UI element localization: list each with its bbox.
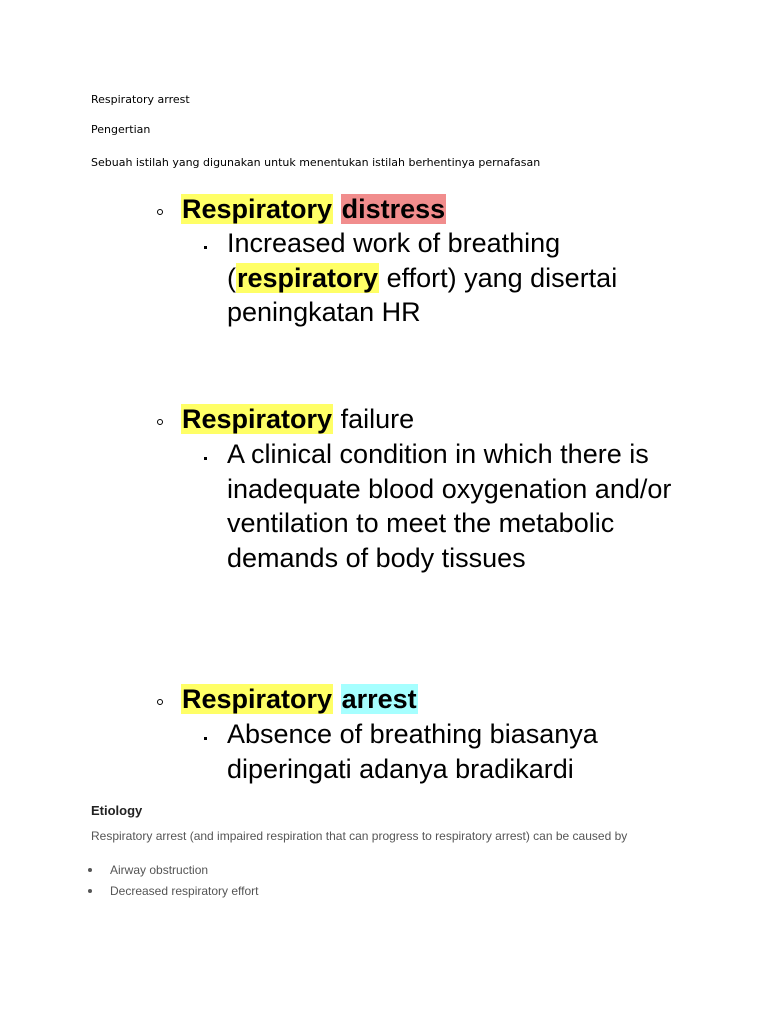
desc-text: Increased work of breathing (: [227, 228, 561, 293]
square-bullet-icon: [204, 457, 207, 460]
etiology-heading: Etiology: [91, 803, 143, 818]
square-bullet-icon: [204, 246, 207, 249]
keyword-distress: distress: [341, 194, 446, 224]
keyword-respiratory: Respiratory: [182, 194, 333, 224]
doc-subtitle: Pengertian: [91, 123, 151, 136]
hollow-bullet-icon: [157, 699, 163, 705]
item-heading: [181, 403, 414, 435]
bullet-dot-icon: [88, 868, 92, 872]
hollow-bullet-icon: [157, 209, 163, 215]
etiology-list-item: Airway obstruction: [110, 863, 209, 877]
bullet-dot-icon: [88, 889, 92, 893]
desc-text: effort) yang disertai peningkatan HR: [227, 262, 618, 327]
definition-text: Sebuah istilah yang digunakan untuk menentukan istilah berhentinya pernafasan: [91, 156, 541, 169]
item-heading: [181, 683, 418, 715]
keyword-respiratory: Respiratory: [182, 404, 333, 434]
etiology-text: Respiratory arrest (and impaired respiration that can progress to respiratory arrest) can be caused by: [91, 829, 628, 843]
square-bullet-icon: [204, 737, 207, 740]
item-description: Absence of breathing biasanya diperingati adanya bradikardi: [227, 719, 598, 784]
item-heading: [181, 193, 446, 225]
item-description: A clinical condition in which there is inadequate blood oxygenation and/or ventilation to meet the metabolic demands of body tissues: [227, 439, 672, 573]
etiology-list-item: Decreased respiratory effort: [110, 884, 259, 898]
item-description: [227, 226, 697, 330]
doc-title: Respiratory arrest: [91, 93, 190, 106]
hollow-bullet-icon: [157, 419, 163, 425]
desc-highlight: respiratory: [237, 262, 379, 293]
keyword-respiratory: Respiratory: [182, 684, 333, 714]
keyword-arrest: arrest: [341, 684, 417, 714]
keyword-failure: failure: [333, 404, 415, 434]
